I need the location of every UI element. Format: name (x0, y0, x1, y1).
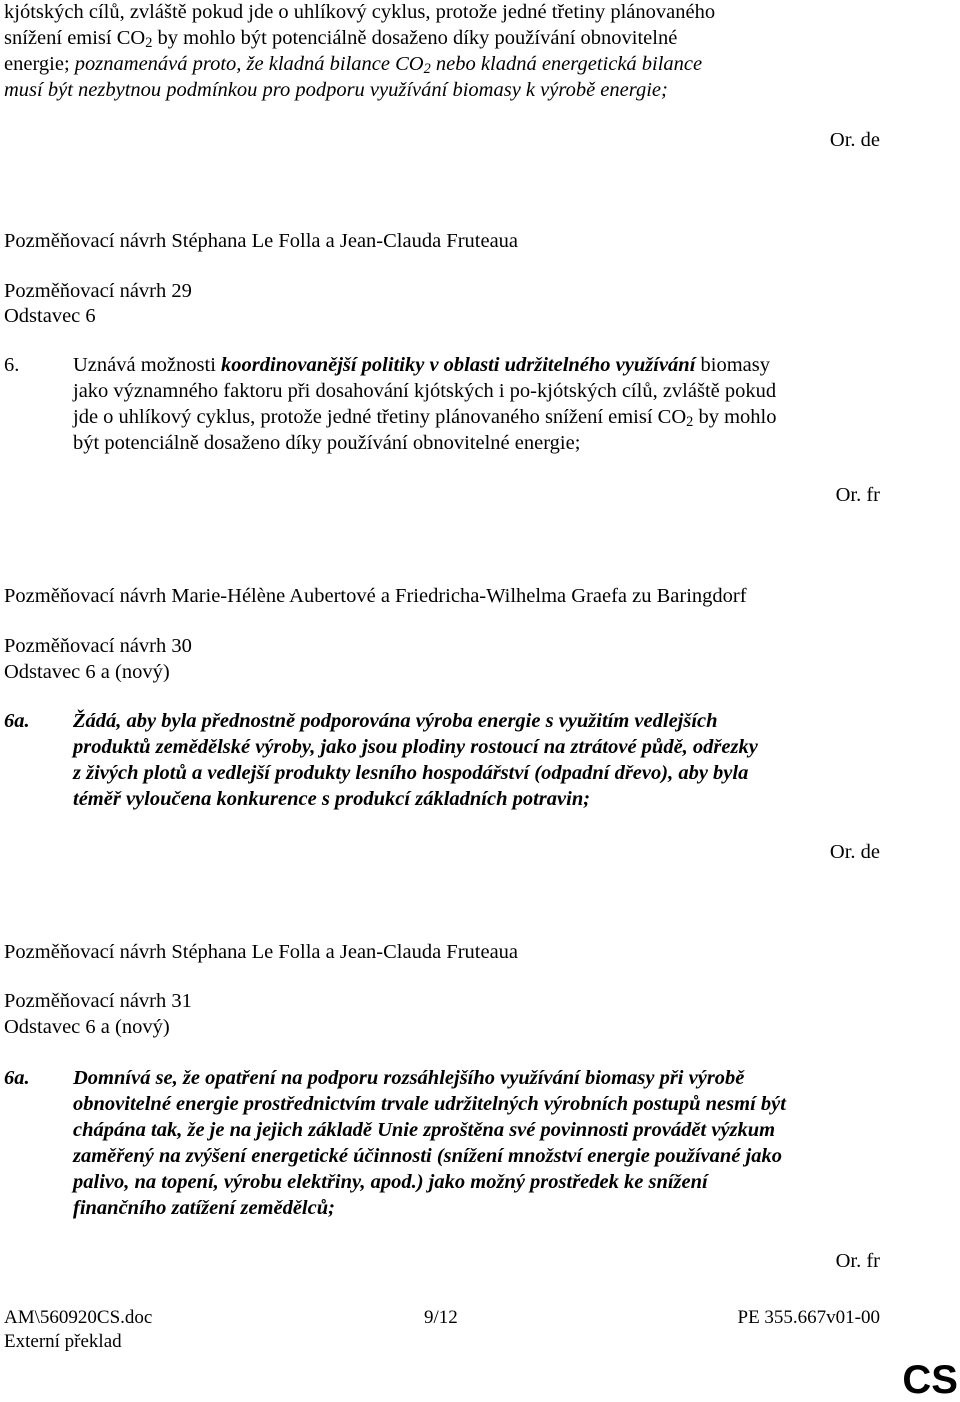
amendment-text-line: produktů zemědělské výroby, jako jsou plodiny rostoucí na ztrátové půdě, odřezky (73, 736, 758, 758)
amendment-authors: Pozměňovací návrh Marie-Hélène Aubertové a Friedricha-Wilhelma Graefa zu Baringdorf (4, 585, 747, 607)
intro-line-4: musí být nezbytnou podmínkou pro podporu využívání biomasy k výrobě energie; (4, 79, 668, 101)
amendment-number: Pozměňovací návrh 30 (4, 635, 192, 657)
amendment-text-line: finančního zatížení zemědělců; (73, 1197, 335, 1219)
amendment-text-line: palivo, na topení, výrobu elektřiny, apod.) jako možný prostředek ke snížení (73, 1171, 708, 1193)
item-number: 6a. (4, 1067, 30, 1089)
amendment-text-line: zaměřený na zvýšení energetické účinnosti (snížení množství energie používané jako (73, 1145, 782, 1167)
intro-line-2: snížení emisí $CO_2$ by mohlo být potenciálně dosaženo díky používání obnovitelné (4, 27, 678, 51)
item-number: 6. (4, 354, 20, 376)
amendment-text-line: téměř vyloučena konkurence s produkcí základních potravin; (73, 788, 591, 810)
amendment-authors: Pozměňovací návrh Stéphana Le Folla a Jean-Clauda Fruteaua (4, 941, 519, 963)
origin-language: Or. de (829, 841, 880, 863)
amendment-text-line: být potenciálně dosaženo díky používání obnovitelné energie; (73, 432, 581, 454)
amendment-paragraph: Odstavec 6 a (nový) (4, 1016, 170, 1038)
origin-language: Or. de (829, 129, 880, 151)
item-number: 6a. (4, 710, 30, 732)
footer-page-number: 9/12 (424, 1307, 458, 1328)
intro-line-3: energie; poznamenává proto, že kladná bilance $CO_2$ nebo kladná energetická bilance (4, 53, 703, 77)
amendment-text-line: chápána tak, že je na jejich základě Unie zproštěna své povinnosti provádět výzkum (73, 1119, 776, 1141)
amendment-number: Pozměňovací návrh 31 (4, 990, 192, 1012)
amendment-text-line: z živých plotů a vedlejší produkty lesního hospodářství (odpadní dřevo), aby byla (73, 762, 749, 784)
amendment-text-line: Uznává možnosti koordinovanější politiky v oblasti udržitelného využívání biomasy (73, 354, 770, 376)
footer-reference: PE 355.667v01-00 (737, 1307, 880, 1328)
amendment-paragraph: Odstavec 6 a (nový) (4, 661, 170, 683)
amendment-text-line: obnovitelné energie prostřednictvím trvale udržitelných výrobních postupů nesmí být (73, 1093, 786, 1115)
amendment-paragraph: Odstavec 6 (4, 305, 96, 327)
amendment-number: Pozměňovací návrh 29 (4, 280, 192, 302)
amendment-text-line: jako významného faktoru při dosahování kjótských i po-kjótských cílů, zvláště pokud (73, 380, 777, 402)
footer-translation-note: Externí překlad (4, 1331, 122, 1352)
amendment-text-line: Žádá, aby byla přednostně podporována výroba energie s využitím vedlejších (73, 710, 718, 732)
origin-language: Or. fr (835, 1250, 880, 1272)
intro-line-1: kjótských cílů, zvláště pokud jde o uhlíkový cyklus, protože jedné třetiny plánovaného (4, 1, 716, 23)
amendment-text-line: jde o uhlíkový cyklus, protože jedné třetiny plánovaného snížení emisí $CO_2$ by mohlo (73, 406, 777, 430)
amendment-authors: Pozměňovací návrh Stéphana Le Folla a Jean-Clauda Fruteaua (4, 230, 519, 252)
amendment-text-line: Domnívá se, že opatření na podporu rozsáhlejšího využívání biomasy při výrobě (73, 1067, 745, 1089)
origin-language: Or. fr (835, 484, 880, 506)
language-code: CS (902, 1358, 958, 1402)
footer-filename: AM\560920CS.doc (4, 1307, 153, 1328)
